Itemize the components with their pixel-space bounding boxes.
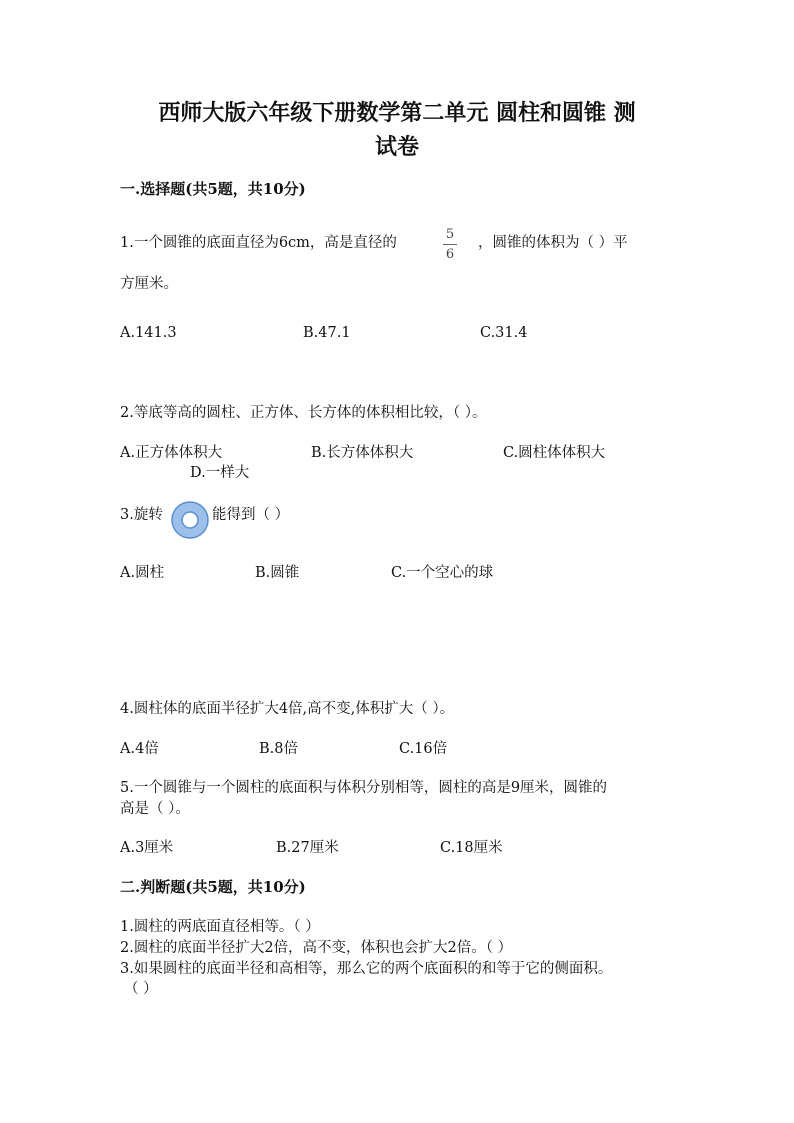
choice-q4-stem: 4.圆柱体的底面半径扩大4倍,高不变,体积扩大（ ）。 [120,701,455,717]
choice-q2-option-c: C.圆柱体体积大 [503,445,606,461]
choice-q4-option-a: A.4倍 [120,741,159,757]
judge-q1: 1.圆柱的两底面直径相等。（ ） [120,919,320,935]
fraction-denominator: 6 [445,247,455,262]
choice-q5-option-b: B.27厘米 [276,840,339,856]
choice-q1-option-a: A.141.3 [120,325,177,341]
title-line-2: 试卷 [374,134,419,160]
choice-q2-option-d: D.一样大 [190,465,250,481]
title-line-1: 西师大版六年级下册数学第二单元 圆柱和圆锥 测 [158,100,636,126]
judge-section-header: 二.判断题(共5题，共10分) [120,878,306,896]
choice-q1-stem-pre: 1.一个圆锥的底面直径为6cm，高是直径的 [120,235,397,251]
choice-q2-stem: 2.等底等高的圆柱、正方体、长方体的体积相比较，（ ）。 [120,405,487,421]
choice-q5-stem-line1: 5.一个圆锥与一个圆柱的底面积与体积分别相等，圆柱的高是9厘米，圆锥的 [120,780,608,796]
choice-q5-option-c: C.18厘米 [440,840,503,856]
ring-shape-icon [170,500,210,540]
choice-q3-option-c: C.一个空心的球 [391,565,494,581]
judge-q3-line2: （ ） [124,981,158,997]
choice-q1-option-c: C.31.4 [480,325,528,341]
choice-q1-stem-line2: 方厘米。 [120,276,178,292]
choice-q3-stem-post: 能得到（ ） [212,507,290,523]
judge-q2: 2.圆柱的底面半径扩大2倍，高不变，体积也会扩大2倍。（ ） [120,940,513,956]
judge-q3-line1: 3.如果圆柱的底面半径和高相等，那么它的两个底面积的和等于它的侧面积。 [120,961,613,977]
choice-section-header: 一.选择题(共5题，共10分) [120,180,306,198]
choice-q5-option-a: A.3厘米 [120,840,174,856]
choice-q3-option-b: B.圆锥 [255,565,300,581]
choice-q5-stem-line2: 高是（ ）。 [120,801,190,817]
page-title [120,96,674,164]
choice-q3-stem-pre: 3.旋转 [120,507,163,523]
choice-q1-option-b: B.47.1 [303,325,351,341]
choice-q1-stem-post: ，圆锥的体积为（ ）平 [478,235,628,251]
fraction-numerator: 5 [445,227,455,242]
choice-q4-option-c: C.16倍 [399,741,448,757]
fraction-five-sixths [443,226,457,263]
choice-q4-option-b: B.8倍 [259,741,298,757]
choice-q2-option-a: A.正方体体积大 [120,445,223,461]
choice-q2-option-b: B.长方体体积大 [311,445,414,461]
choice-q3-option-a: A.圆柱 [120,565,165,581]
